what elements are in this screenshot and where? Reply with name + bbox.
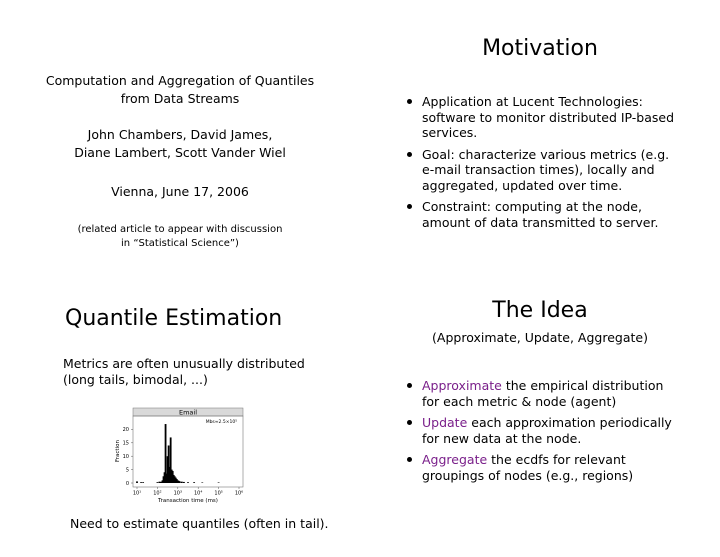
histogram-bar	[183, 482, 185, 483]
authors-line2: Diane Lambert, Scott Vander Wiel	[74, 145, 286, 160]
bullet-icon	[407, 383, 412, 388]
motivation-bullet	[407, 94, 682, 141]
motivation-bullet-text: Goal: characterize various metrics (e.g. e-mail transaction times), locally and aggregated, updated over time.	[422, 146, 670, 193]
histogram-bar	[187, 482, 189, 483]
idea-bullets	[407, 378, 682, 489]
quantile-title: Quantile Estimation	[65, 306, 283, 331]
x-tick-label: 10⁴	[194, 490, 203, 497]
y-tick-label: 5	[125, 467, 129, 474]
chart-annotation: Mbs≈2.5×10⁵	[205, 420, 237, 425]
motivation-bullet-text: Application at Lucent Technologies: software to monitor distributed IP-based services.	[422, 94, 675, 140]
quantile-footer: Need to estimate quantiles (often in tail).	[70, 516, 329, 531]
y-tick-label: 15	[122, 440, 129, 447]
histogram-bar	[142, 482, 144, 483]
y-tick-label: 0	[125, 480, 129, 487]
bullet-icon	[407, 457, 412, 462]
y-tick-label: 20	[122, 427, 129, 434]
venue: Vienna, June 17, 2006	[111, 184, 249, 199]
talk-title-line1: Computation and Aggregation of Quantiles	[45, 73, 315, 88]
histogram-bar	[179, 481, 181, 483]
y-axis-label: Fraction	[115, 440, 121, 462]
idea-bullet	[407, 378, 682, 409]
motivation-title: Motivation	[482, 36, 598, 61]
related-article-note	[30, 223, 330, 251]
histogram-bar	[181, 482, 183, 483]
quantile-intro: Metrics are often unusually distributed (long tails, bimodal, ...)	[63, 356, 305, 387]
idea-bullet-text: the ecdfs for relevant groupings of nodes (e.g., regions)	[422, 452, 634, 483]
note-line2: in “Statistical Science”)	[121, 238, 239, 249]
talk-title-line2: from Data Streams	[120, 91, 240, 106]
histogram-bar	[140, 482, 142, 483]
motivation-bullet	[407, 199, 682, 230]
idea-keyword: Aggregate	[422, 452, 488, 467]
idea-bullet	[407, 452, 682, 483]
bullet-icon	[407, 152, 412, 157]
x-tick-label: 10⁶	[234, 490, 244, 497]
x-tick-label: 10³	[173, 490, 182, 497]
email-histogram	[110, 403, 250, 505]
talk-title	[30, 72, 330, 108]
authors-line1: John Chambers, David James,	[87, 127, 273, 142]
y-tick-label: 10	[122, 454, 129, 460]
histogram-bar	[157, 482, 159, 483]
authors	[30, 126, 330, 162]
idea-keyword: Approximate	[422, 378, 502, 393]
idea-keyword: Update	[422, 415, 468, 430]
idea-bullet-text: each approximation periodically for new data at the node.	[422, 415, 672, 446]
histogram-bar	[193, 482, 195, 483]
idea-bullet-text: the empirical distribution for each metric & node (agent)	[422, 378, 664, 409]
note-line1: (related article to appear with discussion	[77, 224, 283, 235]
motivation-bullet	[407, 147, 682, 194]
x-tick-label: 10⁵	[214, 490, 223, 497]
histogram-bar	[218, 482, 220, 483]
bullet-icon	[407, 204, 412, 209]
x-tick-label: 10²	[153, 490, 162, 497]
idea-subtitle: (Approximate, Update, Aggregate)	[432, 330, 648, 345]
x-axis-label: Transaction time (ms)	[158, 498, 218, 504]
chart-title: Email	[178, 408, 198, 417]
idea-title: The Idea	[492, 298, 588, 323]
histogram-bar	[201, 482, 203, 483]
idea-bullet	[407, 415, 682, 446]
histogram-bar	[136, 481, 138, 483]
bullet-icon	[407, 99, 412, 104]
x-tick-label: 10¹	[132, 490, 142, 497]
bullet-icon	[407, 420, 412, 425]
motivation-bullets	[407, 94, 682, 236]
motivation-bullet-text: Constraint: computing at the node, amount of data transmitted to server.	[422, 199, 659, 230]
